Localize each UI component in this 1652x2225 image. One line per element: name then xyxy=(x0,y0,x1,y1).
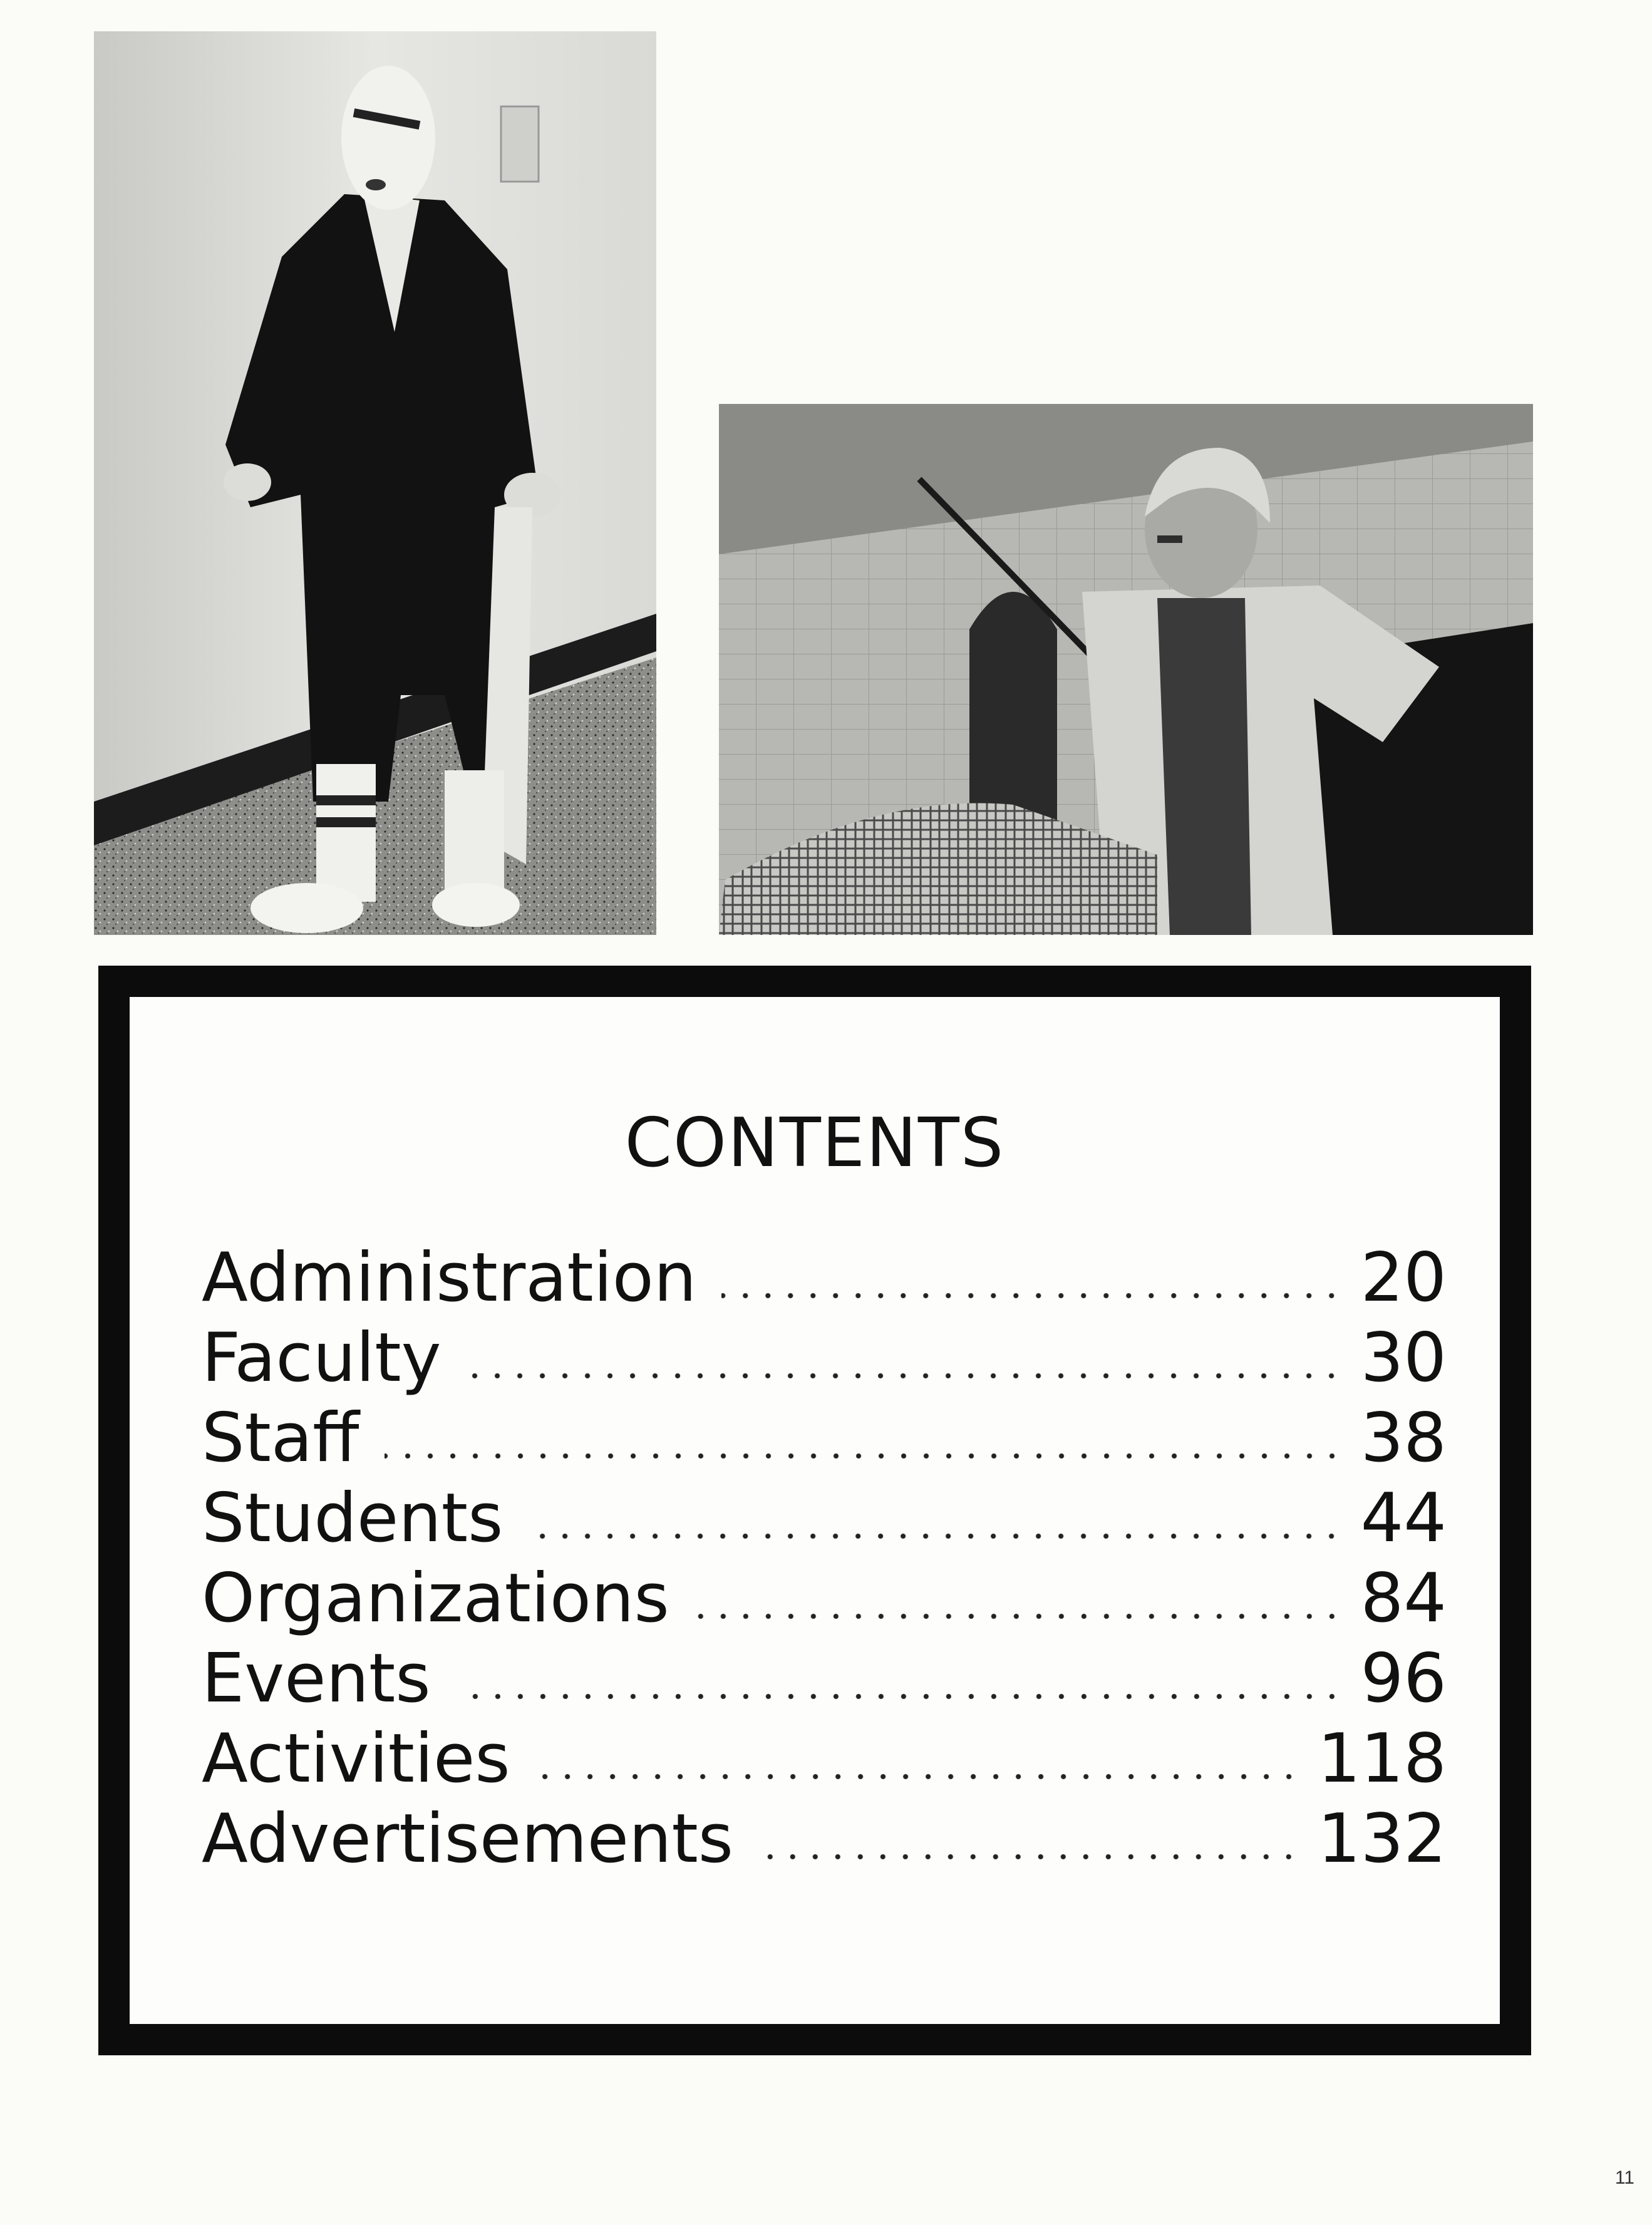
contents-frame xyxy=(98,966,1531,2055)
toc-dot-leader xyxy=(456,1690,1343,1703)
contents-title: CONTENTS xyxy=(624,1104,1005,1182)
toc-label: Students xyxy=(202,1479,503,1557)
toc-dot-leader xyxy=(385,1450,1343,1462)
photo-bandaged-figure xyxy=(94,31,656,935)
toc-entry-students[interactable] xyxy=(202,1479,1447,1559)
toc-label: Faculty xyxy=(202,1319,441,1397)
toc-page-number: 84 xyxy=(1360,1559,1447,1638)
toc-entry-organizations[interactable] xyxy=(202,1559,1447,1639)
toc-label: Events xyxy=(202,1639,431,1718)
toc-label: Organizations xyxy=(202,1559,669,1638)
toc-dot-leader xyxy=(721,1289,1343,1302)
seated-student-photo-icon xyxy=(719,404,1533,935)
toc-list xyxy=(202,1238,1447,1879)
toc-dot-leader xyxy=(528,1530,1343,1542)
toc-page-number: 44 xyxy=(1360,1479,1447,1557)
toc-dot-leader xyxy=(758,1851,1300,1863)
toc-label: Activities xyxy=(202,1720,510,1798)
toc-page-number: 20 xyxy=(1360,1239,1447,1317)
toc-entry-activities[interactable] xyxy=(202,1719,1447,1799)
contents-panel xyxy=(130,997,1500,2024)
toc-entry-administration[interactable] xyxy=(202,1238,1447,1318)
toc-dot-leader xyxy=(694,1610,1343,1623)
toc-page-number: 118 xyxy=(1317,1720,1447,1798)
toc-entry-staff[interactable] xyxy=(202,1398,1447,1479)
toc-page-number: 30 xyxy=(1360,1319,1447,1397)
toc-entry-advertisements[interactable] xyxy=(202,1799,1447,1879)
photo-seated-student xyxy=(719,404,1533,935)
toc-page-number: 96 xyxy=(1360,1639,1447,1718)
toc-page-number: 132 xyxy=(1317,1800,1447,1878)
toc-dot-leader xyxy=(535,1770,1300,1783)
toc-page-number: 38 xyxy=(1360,1399,1447,1477)
toc-entry-events[interactable] xyxy=(202,1639,1447,1719)
toc-label: Administration xyxy=(202,1239,697,1317)
toc-label: Staff xyxy=(202,1399,359,1477)
page-number: 11 xyxy=(1614,2167,1634,2188)
toc-dot-leader xyxy=(466,1370,1343,1382)
bandaged-figure-photo-icon xyxy=(94,31,656,935)
toc-label: Advertisements xyxy=(202,1800,734,1878)
toc-entry-faculty[interactable] xyxy=(202,1318,1447,1398)
